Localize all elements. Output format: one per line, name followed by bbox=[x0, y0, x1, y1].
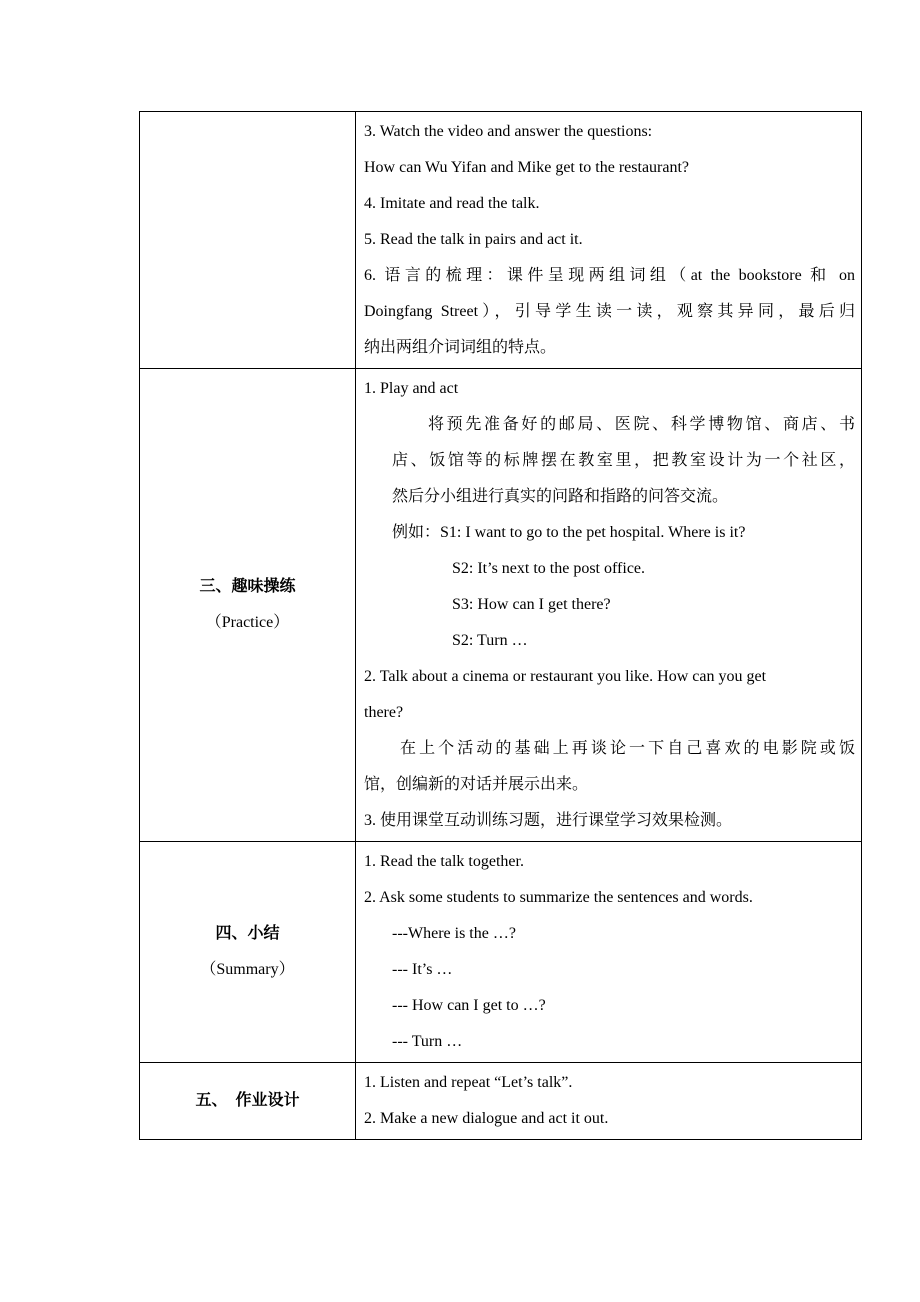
stage-subtitle: （Practice） bbox=[205, 614, 290, 631]
stage-title: 五、 作业设计 bbox=[195, 1092, 300, 1109]
text-line: 1. Listen and repeat “Let’s talk”. bbox=[364, 1074, 573, 1091]
content-cell bbox=[356, 369, 862, 842]
text-line: 然后分小组进行真实的问路和指路的问答交流。 bbox=[392, 488, 729, 505]
text-line: --- It’s … bbox=[392, 961, 453, 978]
text-line: S3: How can I get there? bbox=[452, 596, 611, 613]
content-cell bbox=[356, 112, 862, 369]
content-cell bbox=[356, 1063, 862, 1140]
text-line: 在上个活动的基础上再谈论一下自己喜欢的电影院或饭 bbox=[400, 740, 855, 757]
text-line: 1. Read the talk together. bbox=[364, 853, 524, 870]
text-line: 6. 语言的梳理：课件呈现两组词组（at the bookstore 和 on bbox=[364, 267, 855, 284]
text-line: 纳出两组介词词组的特点。 bbox=[364, 339, 557, 356]
text-line: 2. Make a new dialogue and act it out. bbox=[364, 1110, 609, 1127]
text-line: 2. Ask some students to summarize the sentences and words. bbox=[364, 889, 753, 906]
text-line: S2: Turn … bbox=[452, 632, 528, 649]
text-line: 3. Watch the video and answer the questions: bbox=[364, 123, 653, 140]
stage-cell-homework bbox=[140, 1063, 356, 1140]
stage-subtitle: （Summary） bbox=[200, 961, 295, 978]
text-line: Doingfang Street），引导学生读一读，观察其异同，最后归 bbox=[364, 303, 855, 320]
text-line: 2. Talk about a cinema or restaurant you like. How can you get bbox=[364, 668, 767, 685]
content-cell bbox=[356, 842, 862, 1063]
table-row bbox=[140, 1063, 862, 1140]
text-line: 3. 使用课堂互动训练习题，进行课堂学习效果检测。 bbox=[364, 812, 733, 829]
text-line: 馆，创编新的对话并展示出来。 bbox=[364, 776, 589, 793]
stage-title: 四、小结 bbox=[215, 925, 280, 942]
text-line: How can Wu Yifan and Mike get to the restaurant? bbox=[364, 159, 690, 176]
lesson-plan-table bbox=[139, 111, 862, 1140]
stage-title: 三、趣味操练 bbox=[199, 578, 296, 595]
text-line: 1. Play and act bbox=[364, 380, 459, 397]
text-line: --- How can I get to …? bbox=[392, 997, 546, 1014]
stage-cell-summary bbox=[140, 842, 356, 1063]
text-line: --- Turn … bbox=[392, 1033, 463, 1050]
text-line: 店、饭馆等的标牌摆在教室里，把教室设计为一个社区， bbox=[392, 452, 855, 469]
text-line: S2: It’s next to the post office. bbox=[452, 560, 646, 577]
table-row bbox=[140, 842, 862, 1063]
table-row bbox=[140, 112, 862, 369]
text-line: 5. Read the talk in pairs and act it. bbox=[364, 231, 583, 248]
stage-cell-practice bbox=[140, 369, 356, 842]
stage-cell-empty bbox=[140, 112, 356, 369]
text-line: 将预先准备好的邮局、医院、科学博物馆、商店、书 bbox=[428, 416, 855, 433]
text-line: there? bbox=[364, 704, 404, 721]
text-line: 4. Imitate and read the talk. bbox=[364, 195, 540, 212]
table-row bbox=[140, 369, 862, 842]
text-line: 例如：S1: I want to go to the pet hospital. Where is it? bbox=[392, 524, 746, 541]
text-line: ---Where is the …? bbox=[392, 925, 516, 942]
